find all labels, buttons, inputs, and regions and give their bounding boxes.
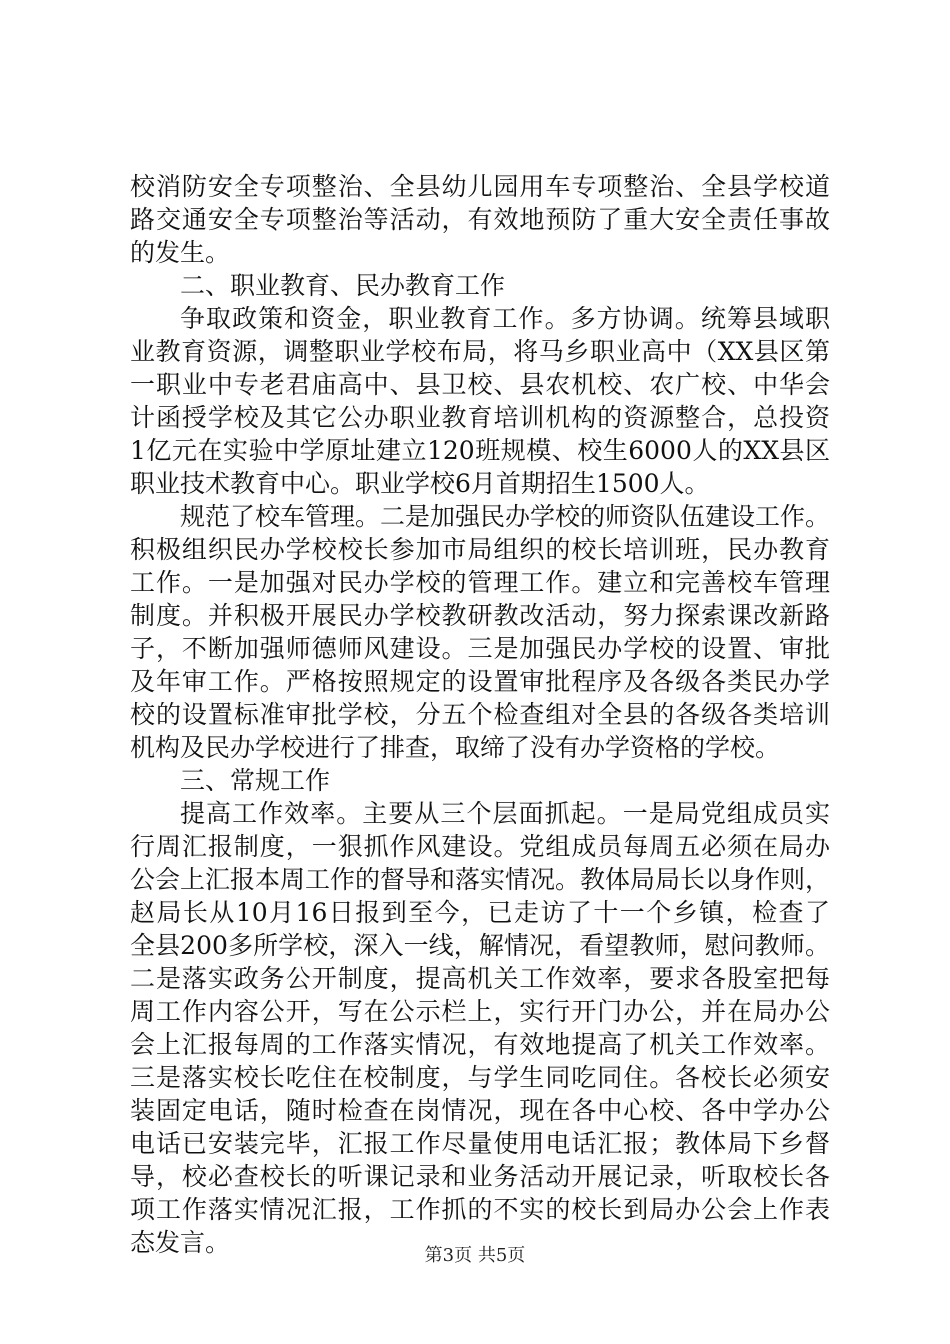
text-line: 公会上汇报本周工作的督导和落实情况。教体局局长以身作则，: [130, 865, 830, 894]
text-line: 机构及民办学校进行了排查，取缔了没有办学资格的学校。: [130, 733, 781, 762]
text-line: 子，不断加强师德师风建设。三是加强民办学校的设置、审批: [130, 634, 830, 663]
text-line: 争取政策和资金，职业教育工作。多方协调。统筹县域职: [180, 304, 830, 333]
text-line: 职业技术教育中心。职业学校6月首期招生1500人。: [130, 469, 710, 498]
text-line: 行周汇报制度，一狠抓作风建设。党组成员每周五必须在局办: [130, 832, 830, 861]
text-line: 1亿元在实验中学原址建立120班规模、校生6000人的XX县区: [130, 436, 830, 465]
text-line: 项工作落实情况汇报，工作抓的不实的校长到局办公会上作表: [130, 1195, 830, 1224]
text-line: 工作。一是加强对民办学校的管理工作。建立和完善校车管理: [130, 568, 830, 597]
text-line: 装固定电话，随时检查在岗情况，现在各中心校、各中学办公: [130, 1096, 830, 1125]
text-line: 导，校必查校长的听课记录和业务活动开展记录，听取校长各: [130, 1162, 830, 1191]
text-line: 周工作内容公开，写在公示栏上，实行开门办公，并在局办公: [130, 997, 830, 1026]
text-line: 的发生。: [130, 238, 231, 267]
text-line: 提高工作效率。主要从三个层面抓起。一是局党组成员实: [180, 799, 830, 828]
text-line: 二是落实政务公开制度，提高机关工作效率，要求各股室把每: [130, 964, 830, 993]
text-line: 路交通安全专项整治等活动，有效地预防了重大安全责任事故: [130, 205, 830, 234]
text-line: 校的设置标准审批学校，分五个检查组对全县的各级各类培训: [130, 700, 830, 729]
text-line: 三、常规工作: [180, 766, 331, 795]
text-line: 及年审工作。严格按照规定的设置审批程序及各级各类民办学: [130, 667, 830, 696]
text-line: 业教育资源，调整职业学校布局，将马乡职业高中（XX县区第: [130, 337, 830, 366]
page-footer: 第3页 共5页: [424, 1245, 526, 1266]
text-line: 计函授学校及其它公办职业教育培训机构的资源整合，总投资: [130, 403, 830, 432]
text-line: 赵局长从10月16日报到至今，已走访了十一个乡镇，检查了: [130, 898, 830, 927]
text-line: 一职业中专老君庙高中、县卫校、县农机校、农广校、中华会: [130, 370, 830, 399]
text-line: 会上汇报每周的工作落实情况，有效地提高了机关工作效率。: [130, 1030, 830, 1059]
text-line: 积极组织民办学校校长参加市局组织的校长培训班，民办教育: [130, 535, 830, 564]
text-line: 规范了校车管理。二是加强民办学校的师资队伍建设工作。: [180, 502, 830, 531]
text-line: 电话已安装完毕，汇报工作尽量使用电话汇报；教体局下乡督: [130, 1129, 830, 1158]
text-line: 三是落实校长吃住在校制度，与学生同吃同住。各校长必须安: [130, 1063, 830, 1092]
text-line: 制度。并积极开展民办学校教研教改活动，努力探索课改新路: [130, 601, 830, 630]
text-line: 二、职业教育、民办教育工作: [180, 271, 506, 300]
text-line: 校消防安全专项整治、全县幼儿园用车专项整治、全县学校道: [130, 172, 830, 201]
document-body: [130, 170, 830, 1259]
text-line: 全县200多所学校，深入一线，解情况，看望教师，慰问教师。: [130, 931, 830, 960]
text-line: 态发言。: [130, 1228, 231, 1257]
